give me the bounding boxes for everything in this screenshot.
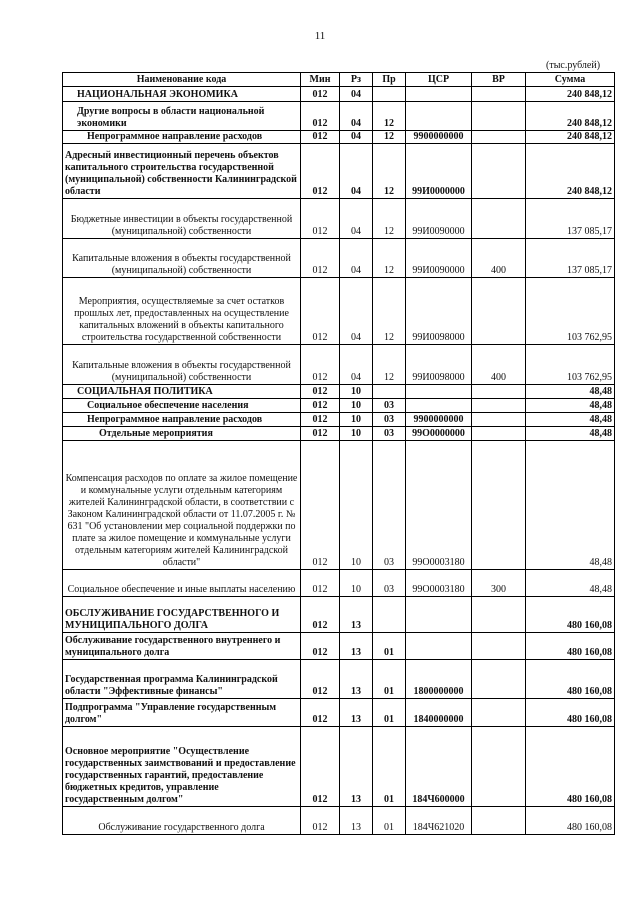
row-rz: 10 [340,385,373,399]
row-csr: 99О0000000 [406,427,472,441]
row-vr [472,199,526,239]
row-pr: 12 [373,199,406,239]
row-csr [406,385,472,399]
row-sum: 480 160,08 [526,807,615,835]
row-vr [472,699,526,727]
row-vr [472,807,526,835]
row-pr: 12 [373,131,406,144]
row-rz: 04 [340,144,373,199]
row-vr: 400 [472,239,526,278]
row-vr [472,427,526,441]
row-name: Бюджетные инвестиции в объекты государственной (муниципальной) собственности [63,199,301,239]
row-vr [472,413,526,427]
row-pr [373,87,406,102]
table-row [63,102,615,131]
row-min: 012 [301,239,340,278]
table-row [63,278,615,345]
row-csr [406,87,472,102]
row-rz: 10 [340,413,373,427]
table-row [63,239,615,278]
row-sum: 48,48 [526,441,615,570]
row-min: 012 [301,660,340,699]
row-min: 012 [301,699,340,727]
row-rz: 04 [340,199,373,239]
row-csr: 9900000000 [406,413,472,427]
row-sum: 48,48 [526,413,615,427]
row-vr [472,633,526,660]
row-sum: 48,48 [526,399,615,413]
row-rz: 04 [340,102,373,131]
budget-table [62,72,615,835]
row-sum: 480 160,08 [526,597,615,633]
row-vr [472,441,526,570]
row-csr: 1840000000 [406,699,472,727]
row-pr [373,385,406,399]
row-csr: 99О0003180 [406,570,472,597]
row-pr: 01 [373,807,406,835]
row-name: Непрограммное направление расходов [63,413,301,427]
row-vr [472,727,526,807]
row-name: Отдельные мероприятия [63,427,301,441]
row-name: Обслуживание государственного внутреннего и муниципального долга [63,633,301,660]
row-sum: 240 848,12 [526,144,615,199]
row-sum: 137 085,17 [526,199,615,239]
row-vr [472,597,526,633]
row-rz: 10 [340,570,373,597]
table-row [63,131,615,144]
row-vr [472,385,526,399]
row-vr [472,102,526,131]
row-pr: 01 [373,660,406,699]
row-vr [472,660,526,699]
row-name: Другие вопросы в области национальной экономики [63,102,301,131]
row-vr [472,87,526,102]
row-rz: 13 [340,597,373,633]
row-csr: 9900000000 [406,131,472,144]
header-sum: Сумма [526,73,615,87]
row-csr: 184Ч621020 [406,807,472,835]
row-min: 012 [301,345,340,385]
row-min: 012 [301,633,340,660]
row-sum: 240 848,12 [526,87,615,102]
header-name: Наименование кода [63,73,301,87]
row-min: 012 [301,570,340,597]
row-pr: 12 [373,278,406,345]
header-vr: ВР [472,73,526,87]
row-min: 012 [301,727,340,807]
table-row [63,144,615,199]
row-min: 012 [301,413,340,427]
row-pr: 01 [373,699,406,727]
row-csr: 99И0090000 [406,239,472,278]
row-min: 012 [301,144,340,199]
row-sum: 137 085,17 [526,239,615,278]
row-name: СОЦИАЛЬНАЯ ПОЛИТИКА [63,385,301,399]
row-rz: 13 [340,807,373,835]
row-name: Подпрограмма "Управление государственным долгом" [63,699,301,727]
row-rz: 10 [340,399,373,413]
row-pr: 03 [373,570,406,597]
table-row [63,570,615,597]
row-csr: 99О0003180 [406,441,472,570]
row-rz: 04 [340,239,373,278]
row-name: НАЦИОНАЛЬНАЯ ЭКОНОМИКА [63,87,301,102]
row-rz: 13 [340,633,373,660]
row-sum: 480 160,08 [526,660,615,699]
row-min: 012 [301,199,340,239]
table-row [63,427,615,441]
table-row [63,413,615,427]
table-row [63,660,615,699]
row-pr: 03 [373,427,406,441]
row-csr [406,399,472,413]
row-sum: 480 160,08 [526,633,615,660]
header-csr: ЦСР [406,73,472,87]
row-min: 012 [301,597,340,633]
row-pr: 12 [373,144,406,199]
row-pr [373,597,406,633]
header-rz: Рз [340,73,373,87]
row-vr [472,399,526,413]
row-rz: 04 [340,131,373,144]
row-csr [406,633,472,660]
row-min: 012 [301,102,340,131]
header-pr: Пр [373,73,406,87]
row-pr: 01 [373,727,406,807]
row-name: Непрограммное направление расходов [63,131,301,144]
row-name: Капитальные вложения в объекты государственной (муниципальной) собственности [63,345,301,385]
table-row [63,199,615,239]
row-vr [472,144,526,199]
row-name: ОБСЛУЖИВАНИЕ ГОСУДАРСТВЕННОГО И МУНИЦИПАЛЬНОГО ДОЛГА [63,597,301,633]
row-name: Адресный инвестиционный перечень объектов капитального строительства государственной (муниципальной) собственности Калининградской области [63,144,301,199]
row-csr [406,597,472,633]
row-name: Обслуживание государственного долга [63,807,301,835]
row-vr: 400 [472,345,526,385]
table-row [63,399,615,413]
row-csr: 99И0000000 [406,144,472,199]
row-rz: 10 [340,441,373,570]
row-vr [472,278,526,345]
row-min: 012 [301,807,340,835]
row-vr [472,131,526,144]
row-sum: 103 762,95 [526,345,615,385]
row-pr: 12 [373,102,406,131]
row-pr: 12 [373,345,406,385]
table-row [63,87,615,102]
row-min: 012 [301,87,340,102]
row-min: 012 [301,441,340,570]
row-csr [406,102,472,131]
row-rz: 13 [340,699,373,727]
row-min: 012 [301,385,340,399]
row-rz: 13 [340,727,373,807]
row-rz: 13 [340,660,373,699]
row-vr: 300 [472,570,526,597]
row-rz: 04 [340,345,373,385]
table-row [63,345,615,385]
table-header-row [63,73,615,87]
row-pr: 03 [373,399,406,413]
row-min: 012 [301,399,340,413]
row-pr: 03 [373,413,406,427]
table-row [63,807,615,835]
page-number: 11 [314,30,326,42]
table-row [63,633,615,660]
row-sum: 480 160,08 [526,727,615,807]
table-row [63,441,615,570]
header-min: Мин [301,73,340,87]
row-name: Мероприятия, осуществляемые за счет остатков прошлых лет, предоставленных на осуществление капитальных вложений в объекты капитального строительства государственной собственности [63,278,301,345]
table-row [63,727,615,807]
row-pr: 01 [373,633,406,660]
row-rz: 04 [340,278,373,345]
row-name: Государственная программа Калининградской области "Эффективные финансы" [63,660,301,699]
row-min: 012 [301,278,340,345]
row-pr: 03 [373,441,406,570]
row-sum: 48,48 [526,570,615,597]
row-name: Компенсация расходов по оплате за жилое помещение и коммунальные услуги отдельным категориям жителей Калининградской области, в соответствии с Законом Калининградской области от 11.07.2005 г. № 631 "Об установлении мер социальной поддержки по плате за жилое помещение и коммунальные услуги отдельным категориям жителей Калининградской области" [63,441,301,570]
row-pr: 12 [373,239,406,278]
row-sum: 48,48 [526,427,615,441]
row-sum: 480 160,08 [526,699,615,727]
row-rz: 04 [340,87,373,102]
row-csr: 99И0098000 [406,345,472,385]
units-label: (тыс.рублей) [546,60,601,71]
row-min: 012 [301,131,340,144]
row-rz: 10 [340,427,373,441]
row-csr: 184Ч600000 [406,727,472,807]
row-name: Социальное обеспечение населения [63,399,301,413]
row-csr: 99И0098000 [406,278,472,345]
row-csr: 99И0090000 [406,199,472,239]
row-csr: 1800000000 [406,660,472,699]
row-min: 012 [301,427,340,441]
row-sum: 103 762,95 [526,278,615,345]
row-name: Капитальные вложения в объекты государственной (муниципальной) собственности [63,239,301,278]
row-sum: 240 848,12 [526,102,615,131]
row-name: Основное мероприятие "Осуществление государственных заимствований и предоставление государственных гарантий, предоставление бюджетных кредитов, управление государственным долгом" [63,727,301,807]
table-row [63,597,615,633]
table-row [63,385,615,399]
table-row [63,699,615,727]
row-sum: 48,48 [526,385,615,399]
row-sum: 240 848,12 [526,131,615,144]
row-name: Социальное обеспечение и иные выплаты населению [63,570,301,597]
